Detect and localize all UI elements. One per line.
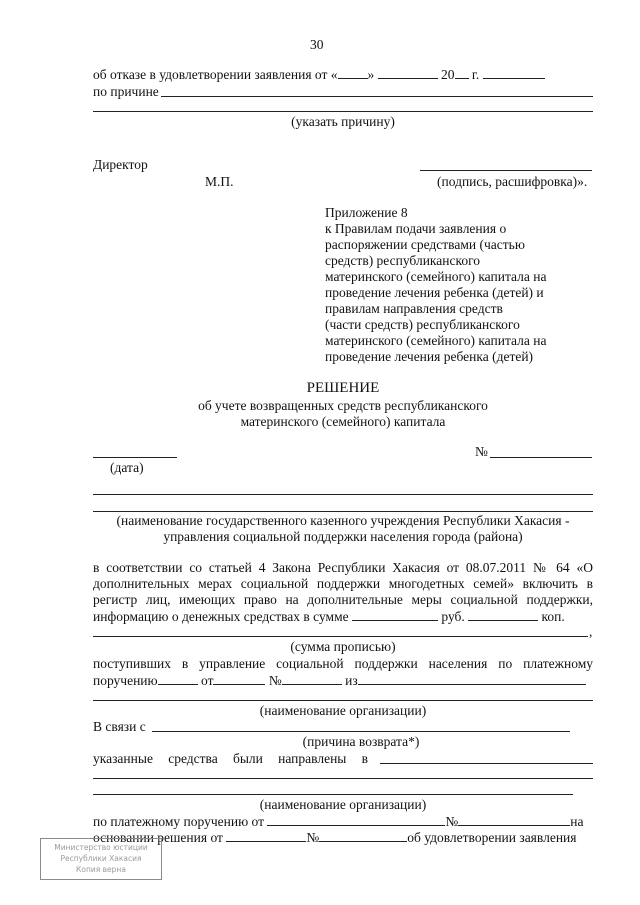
year-prefix: 20 [441, 67, 455, 82]
number-label: № [475, 444, 488, 459]
order-label: поручению [93, 673, 158, 688]
institution-caption-2: управления социальной поддержки населения города (района) [163, 529, 523, 544]
received-line: поступивших в управление социальной поддержки населения по платежному [93, 656, 593, 671]
reason-field-2[interactable] [93, 111, 593, 112]
paragraph-line-3: регистр лиц, имеющих право на дополнительные меры социальной поддержки, [93, 592, 593, 607]
institution-caption-1: (наименование государственного казенного учреждения Республики Хакасия - [116, 513, 570, 528]
order-line-prefix: по платежному поручению от [93, 814, 265, 829]
order-number-field[interactable] [158, 672, 198, 685]
certification-stamp [40, 838, 162, 880]
stamp-line-3: Копия верна [76, 865, 126, 874]
order-date-field-2[interactable] [267, 813, 445, 826]
date-caption: (дата) [110, 460, 144, 475]
basis-prefix: основании решения от [93, 830, 223, 845]
basis-suffix: об удовлетворении заявления [407, 830, 577, 845]
appendix-line: (части средств) республиканского [325, 317, 520, 332]
stamp-line-1: Министерство юстиции [54, 843, 148, 852]
refusal-prefix: об отказе в удовлетворении заявления от « [93, 67, 338, 82]
number-sign-2: № [445, 814, 459, 829]
stamp-line-2: Республики Хакасия [60, 854, 142, 863]
sum-caption: (сумма прописью) [290, 639, 396, 654]
paragraph-line-2: дополнительных мерах социальной поддержки многодетных семей» включить в [93, 576, 593, 591]
recipient-field-2[interactable] [93, 778, 593, 779]
order-date-field[interactable] [213, 672, 265, 685]
date-field[interactable] [93, 457, 177, 458]
number-sign-3: № [306, 830, 320, 845]
sum-words-field[interactable] [93, 636, 588, 637]
appendix-line: правилам направления средств [325, 301, 503, 316]
kop-field[interactable] [468, 608, 538, 621]
kop-label: коп. [541, 609, 565, 624]
order-line-2 [93, 813, 584, 830]
appendix-line: материнского (семейного) капитала на [325, 269, 547, 284]
org-caption-2: (наименование организации) [259, 797, 427, 812]
rub-label: руб. [441, 609, 465, 624]
quote-close: » [367, 67, 375, 82]
return-reason-caption: (причина возврата*) [302, 734, 420, 749]
year-suffix: г. [471, 67, 480, 82]
source-field[interactable] [358, 672, 586, 685]
decision-heading: РЕШЕНИЕ [306, 380, 380, 396]
appendix-line: проведение лечения ребенка (детей) [325, 349, 534, 364]
seal-label: М.П. [205, 174, 234, 189]
appendix-title: Приложение 8 [325, 205, 408, 220]
paragraph-line-4 [93, 608, 565, 625]
sent-to-label: указанные средства были направлены в [93, 751, 368, 766]
basis-date-field[interactable] [226, 829, 306, 842]
reason-label: по причине [93, 84, 159, 99]
institution-field-2[interactable] [93, 511, 593, 512]
org-caption: (наименование организации) [259, 703, 427, 718]
iz-label: из [345, 673, 358, 688]
recipient-field-3[interactable] [93, 794, 573, 795]
director-label: Директор [93, 157, 148, 172]
order-no-field[interactable] [282, 672, 342, 685]
due-to-label: В связи с [93, 719, 146, 734]
page-number: 30 [310, 37, 324, 52]
decision-subtitle-1: об учете возвращенных средств республиканского [198, 398, 488, 413]
comma: , [589, 624, 593, 639]
basis-line [93, 829, 576, 846]
reason-field[interactable] [161, 96, 593, 97]
institution-field-1[interactable] [93, 494, 593, 495]
paragraph-line-1: в соответствии со статьей 4 Закона Республики Хакасия от 08.07.2011 № 64 «О [93, 560, 593, 575]
number-field[interactable] [490, 457, 592, 458]
signature-field[interactable] [420, 170, 592, 171]
return-reason-field[interactable] [152, 731, 570, 732]
number-sign: № [268, 673, 282, 688]
signature-caption: (подпись, расшифровка)». [437, 174, 588, 189]
appendix-line: к Правилам подачи заявления о [325, 221, 507, 236]
appendix-line: материнского (семейного) капитала на [325, 333, 547, 348]
order-no-field-2[interactable] [458, 813, 570, 826]
order-line [93, 672, 586, 689]
recipient-field[interactable] [380, 763, 593, 764]
sum-prefix: информацию о денежных средствах в сумме [93, 609, 349, 624]
order-line-suffix: на [570, 814, 584, 829]
appendix-line: распоряжении средствами (частью [325, 237, 525, 252]
refusal-line [93, 66, 545, 83]
from-label: от [201, 673, 214, 688]
reason-caption: (указать причину) [291, 114, 395, 129]
basis-no-field[interactable] [319, 829, 407, 842]
appendix-line: проведение лечения ребенка (детей) и [325, 285, 544, 300]
appendix-line: средств) республиканского [325, 253, 481, 268]
sum-field[interactable] [352, 608, 438, 621]
decision-subtitle-2: материнского (семейного) капитала [240, 414, 446, 429]
org-field[interactable] [93, 700, 593, 701]
